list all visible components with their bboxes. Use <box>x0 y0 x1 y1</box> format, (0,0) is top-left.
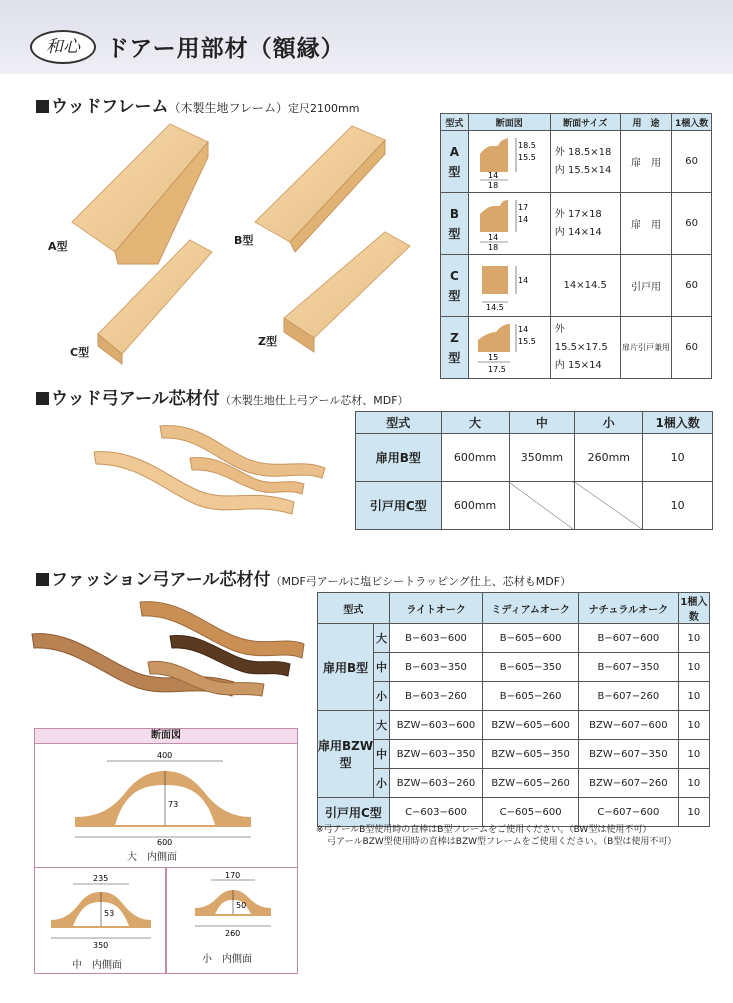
type-cell: Z 型 <box>441 317 469 379</box>
wood-frame-table <box>440 113 712 379</box>
frame-b-photo <box>255 126 385 252</box>
wood-arch-photo <box>90 418 340 528</box>
table-row: B 型 17 14 14 18 外 17×18 内 14×14 扉 用 60 <box>441 193 712 255</box>
table-row: 中 B−603−350 B−605−350 B−607−350 10 <box>318 653 710 682</box>
table-row: A 型 18.5 15.5 14 18 外 18.5×18 内 15.5×14 扉 用 60 <box>441 131 712 193</box>
wood-frame-length: 定尺2100mm <box>288 102 360 115</box>
svg-text:14: 14 <box>518 325 529 334</box>
frame-c-label: C型 <box>70 346 90 359</box>
fashion-arch-heading <box>36 565 571 590</box>
frame-b-label: B型 <box>234 234 254 247</box>
svg-text:350: 350 <box>93 941 109 950</box>
fashion-arch-subtitle: （MDF弓アールに塩ビシートラッピング仕上、芯材もMDF） <box>270 575 572 588</box>
fashion-arch-title: ファッション弓アール芯材付 <box>51 570 271 590</box>
section-diagram-z <box>468 317 550 379</box>
svg-text:235: 235 <box>93 874 109 883</box>
type-cell: C 型 <box>441 255 469 317</box>
svg-text:170: 170 <box>225 871 241 880</box>
col-use: 用 途 <box>620 114 672 131</box>
section-diagram-b <box>468 193 550 255</box>
profile-c-diagram <box>470 256 548 312</box>
svg-text:15.5: 15.5 <box>518 337 537 346</box>
wood-arch-title: ウッド弓アール芯材付 <box>51 389 220 409</box>
not-available-cell <box>575 482 643 530</box>
profile-b-diagram <box>470 194 548 250</box>
table-header-row: 型式 ライトオーク ミディアムオーク ナチュラルオーク 1梱入数 <box>318 593 710 624</box>
caption-medium: 中 内側面 <box>72 960 122 971</box>
table-row: 扉用BZW型 大 BZW−603−600 BZW−605−600 BZW−607−600 10 <box>318 711 710 740</box>
table-header-row <box>441 114 712 131</box>
svg-text:600: 600 <box>157 838 173 847</box>
fashion-arch-photo <box>28 596 308 716</box>
table-row: 小 B−603−260 B−605−260 B−607−260 10 <box>318 682 710 711</box>
svg-text:14: 14 <box>488 233 499 242</box>
wood-frame-subtitle: （木製生地フレーム） <box>168 101 289 115</box>
note-line-1: ※弓アールB型使用時の直棒はB型フレームをご使用ください。（BW型は使用不可） <box>316 825 652 835</box>
cross-section-small-diagram <box>167 870 297 954</box>
profile-a-diagram <box>470 132 548 188</box>
profile-z-diagram <box>470 318 548 374</box>
not-available-cell <box>509 482 575 530</box>
col-qty: 1梱入数 <box>672 114 712 131</box>
wood-arch-table <box>355 411 713 530</box>
frame-a-label: A型 <box>48 240 68 253</box>
svg-text:14: 14 <box>518 215 529 224</box>
table-row: C 型 14 14.5 14×14.5 引戸用 60 <box>441 255 712 317</box>
cross-section-medium-diagram <box>35 870 165 954</box>
frame-z-photo <box>284 232 410 352</box>
svg-text:53: 53 <box>104 909 115 918</box>
square-bullet-icon <box>36 573 49 586</box>
square-bullet-icon <box>36 392 49 405</box>
svg-text:18.5: 18.5 <box>518 141 537 150</box>
frame-z-label: Z型 <box>258 335 277 348</box>
table-row: 中 BZW−603−350 BZW−605−350 BZW−607−350 10 <box>318 740 710 769</box>
table-row: 小 BZW−603−260 BZW−605−260 BZW−607−260 10 <box>318 769 710 798</box>
table-row: 引戸用C型 C−603−600 C−605−600 C−607−600 10 <box>318 798 710 827</box>
col-type: 型式 <box>441 114 469 131</box>
type-cell: B 型 <box>441 193 469 255</box>
svg-text:18: 18 <box>488 243 499 250</box>
caption-large: 大 内側面 <box>127 852 177 863</box>
svg-text:73: 73 <box>168 800 179 809</box>
cross-section-title: 断面図 <box>35 729 297 744</box>
table-row: 扉用B型 600mm 350mm 260mm 10 <box>356 434 713 482</box>
svg-text:18: 18 <box>488 181 499 188</box>
svg-text:14: 14 <box>518 276 529 285</box>
section-diagram-c <box>468 255 550 317</box>
table-row: 扉用B型 大 B−603−600 B−605−600 B−607−600 10 <box>318 624 710 653</box>
section-diagram-a <box>468 131 550 193</box>
wood-frame-title: ウッドフレーム <box>51 97 169 117</box>
svg-text:17.5: 17.5 <box>488 365 507 374</box>
table-row: Z 型 14 15.5 15 17.5 外 15.5×17.5 内 15×14 扉片引戸兼用 60 <box>441 317 712 379</box>
page-title: ドアー用部材（額縁） <box>106 36 345 62</box>
svg-text:15: 15 <box>488 353 499 362</box>
caption-small: 小 内側面 <box>202 954 252 965</box>
brand-logo: 和心 <box>30 30 96 64</box>
svg-text:260: 260 <box>225 929 241 938</box>
svg-text:15.5: 15.5 <box>518 153 537 162</box>
svg-text:14: 14 <box>488 171 499 180</box>
svg-text:17: 17 <box>518 203 529 212</box>
table-header-row: 型式 大 中 小 1梱入数 <box>356 412 713 434</box>
table-row: 引戸用C型 600mm 10 <box>356 482 713 530</box>
svg-text:50: 50 <box>236 901 247 910</box>
note-line-2: 弓アールBZW型使用時の直棒はBZW型フレームをご使用ください。（B型は使用不可） <box>327 837 677 847</box>
col-section-diagram: 断面図 <box>468 114 550 131</box>
type-cell: A 型 <box>441 131 469 193</box>
wood-frame-photos <box>40 112 420 372</box>
fashion-arch-table <box>317 592 710 827</box>
svg-text:400: 400 <box>157 751 173 760</box>
svg-text:14.5: 14.5 <box>486 303 505 312</box>
col-section-size: 断面サイズ <box>550 114 620 131</box>
wood-arch-heading <box>36 384 409 409</box>
wood-arch-subtitle: （木製生地仕上弓アール芯材、MDF） <box>219 394 409 407</box>
